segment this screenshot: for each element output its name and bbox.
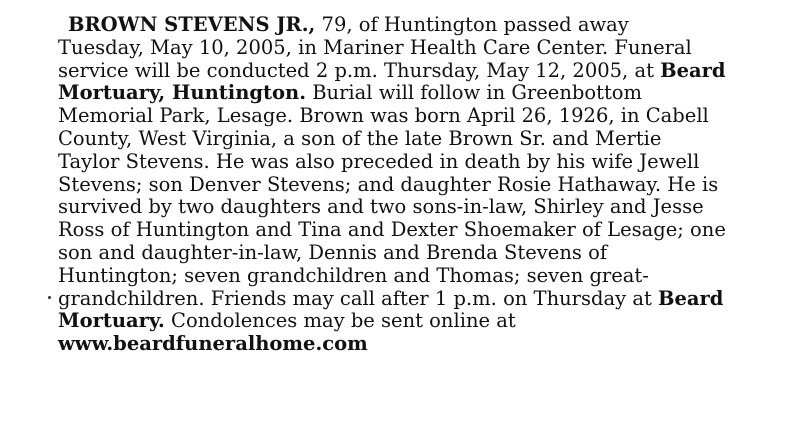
text-run: Taylor Stevens. He was also preceded in death by his wife Jewell [58,149,700,173]
text-run: 79, of Huntington passed away [315,13,629,36]
obituary-line [58,310,778,333]
text-run: son and daughter-in-law, Dennis and Brenda Stevens of [58,240,608,264]
bold-text-run: Mortuary, Huntington. [58,81,306,105]
text-run: Ross of Huntington and Tina and Dexter Shoemaker of Lesage; one [58,218,726,242]
text-run: County, West Virginia, a son of the late Brown Sr. and Mertie [58,126,662,150]
text-run: survived by two daughters and two sons-in-law, Shirley and Jesse [58,195,704,219]
obituary-line [58,14,778,37]
obituary-line [58,105,778,128]
text-run: Stevens; son Denver Stevens; and daughter Rosie Hathaway. He is [58,172,719,196]
bold-text-run: Beard [658,286,724,310]
text-run: Tuesday, May 10, 2005, in Mariner Health Care Center. Funeral [58,35,692,59]
obituary-line [58,333,778,356]
obituary-line [58,242,778,265]
obituary-line [58,196,778,219]
text-run: service will be conducted 2 p.m. Thursday, May 12, 2005, at [58,58,661,82]
obituary-line [58,151,778,174]
bold-text-run: Mortuary. [58,309,165,333]
obituary-line [58,219,778,242]
obituary-line [58,82,778,105]
bold-text-run: BROWN STEVENS JR., [68,13,316,36]
obituary-line [58,128,778,151]
text-run: Burial will follow in Greenbottom [306,81,643,105]
obituary-text [58,14,778,356]
obituary-line [58,174,778,197]
text-run: Condolences may be sent online at [164,309,516,333]
text-run: Huntington; seven grandchildren and Thomas; seven great- [58,263,649,287]
text-run: grandchildren. Friends may call after 1 p.m. on Thursday at [58,286,658,310]
obituary-line [58,60,778,83]
scan-speck [48,296,51,299]
bold-text-run: Beard [660,58,726,82]
obituary-line [58,288,778,311]
obituary-line [58,37,778,60]
obituary-line [58,265,778,288]
text-run: Memorial Park, Lesage. Brown was born April 26, 1926, in Cabell [58,104,709,128]
bold-text-run: www.beardfuneralhome.com [58,332,368,356]
